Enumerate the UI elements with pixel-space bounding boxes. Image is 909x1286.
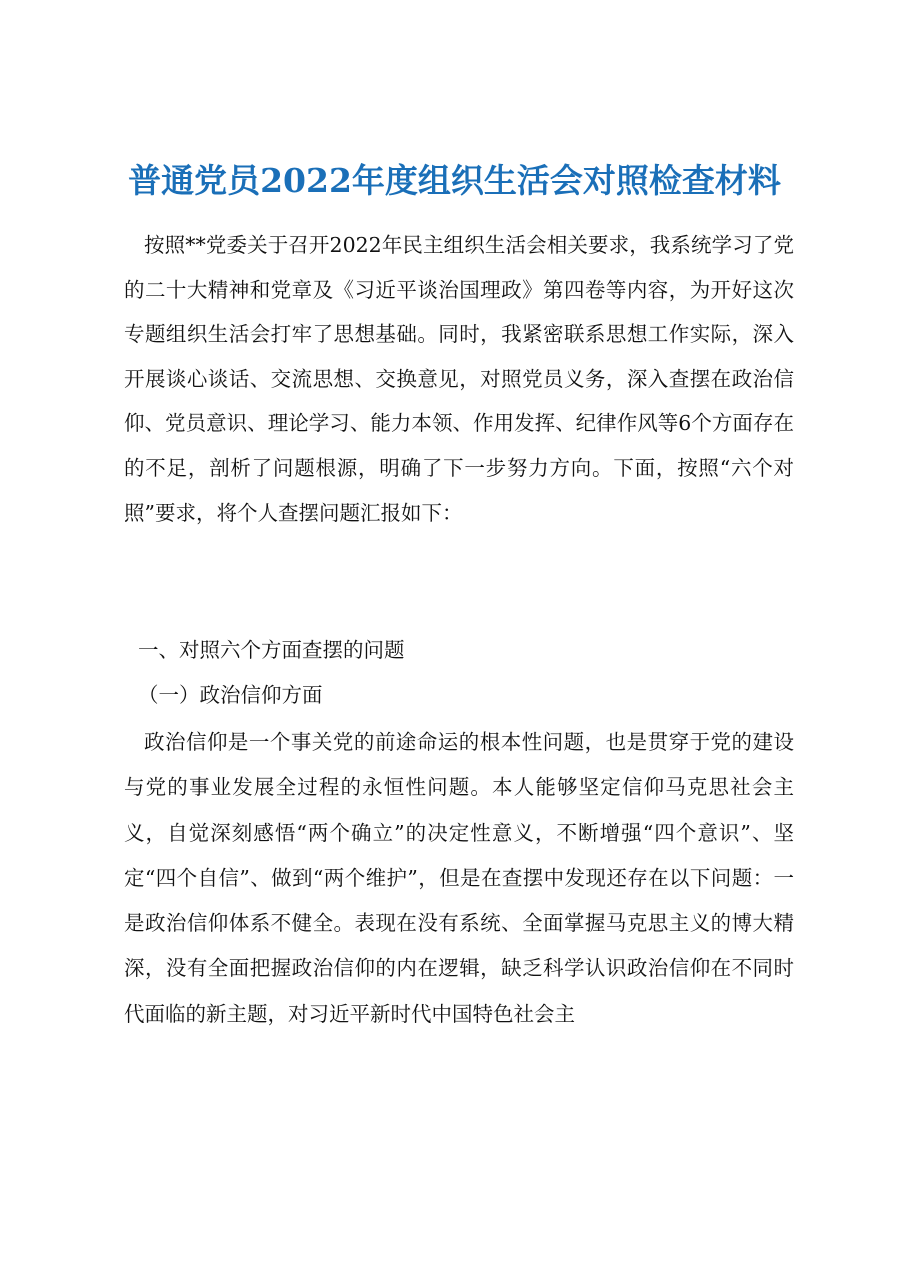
section-heading: 一、对照六个方面查摆的问题 [138,638,405,662]
subsection-heading: （一）政治信仰方面 [138,683,323,707]
document-title: 普通党员2022年度组织生活会对照检查材料 [128,161,781,200]
political-belief-paragraph: 政治信仰是一个事关党的前途命运的根本性问题，也是贯穿于党的建设与党的事业发展全过程的永恒性问题。本人能够坚定信仰马克思社会主义，自觉深刻感悟“两个确立”的决定性意义，不断增强“四个意识”、坚定“四个自信”、做到“两个维护”，但是在查摆中发现还存在以下问题：一是政治信仰体系不健全。表现在没有系统、全面掌握马克思主义的博大精深，没有全面把握政治信仰的内在逻辑，缺乏科学认识政治信仰在不同时代面临的新主题，对习近平新时代中国特色社会主 [124,730,794,1026]
intro-paragraph: 按照**党委关于召开2022年民主组织生活会相关要求，我系统学习了党的二十大精神和党章及《习近平谈治国理政》第四卷等内容，为开好这次专题组织生活会打牢了思想基础。同时，我紧密联系思想工作实际，深入开展谈心谈话、交流思想、交换意见，对照党员义务，深入查摆在政治信仰、党员意识、理论学习、能力本领、作用发挥、纪律作风等6个方面存在的不足，剖析了问题根源，明确了下一步努力方向。下面，按照“六个对照”要求，将个人查摆问题汇报如下： [124,233,794,525]
